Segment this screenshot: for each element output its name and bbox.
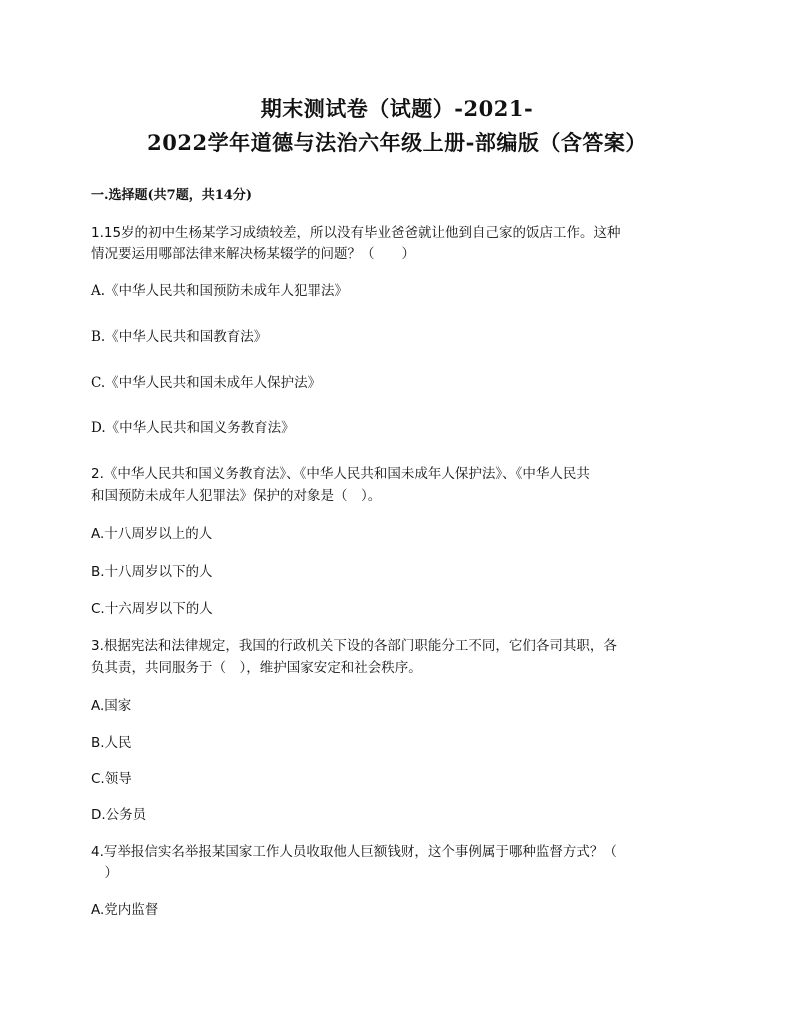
- question-2-option-a: A.十八周岁以上的人: [91, 526, 213, 542]
- document-title-line-1: 期末测试卷（试题）-2021-: [260, 96, 534, 121]
- question-2-text-line-2: 和国预防未成年人犯罪法》保护的对象是（ ）。: [91, 488, 382, 504]
- question-3-option-a: A.国家: [91, 698, 132, 714]
- question-1-option-d: D.《中华人民共和国义务教育法》: [91, 420, 295, 436]
- question-3-text-line-1: 3.根据宪法和法律规定，我国的行政机关下设的各部门职能分工不同，它们各司其职，各: [91, 638, 617, 654]
- question-4-option-a: A.党内监督: [91, 902, 159, 918]
- question-3-option-b: B.人民: [91, 735, 132, 751]
- question-1-option-b: B.《中华人民共和国教育法》: [91, 329, 268, 345]
- question-3-option-d: D.公务员: [91, 807, 147, 823]
- question-1-option-a: A.《中华人民共和国预防未成年人犯罪法》: [91, 283, 349, 299]
- question-1-text-line-2: 情况要运用哪部法律来解决杨某辍学的问题？（ ）: [91, 246, 415, 262]
- question-2-option-c: C.十六周岁以下的人: [91, 601, 213, 617]
- question-1-option-c: C.《中华人民共和国未成年人保护法》: [91, 375, 322, 391]
- question-2-option-b: B.十八周岁以下的人: [91, 564, 213, 580]
- question-3-text-line-2: 负其责，共同服务于（ ），维护国家安定和社会秩序。: [91, 660, 422, 676]
- document-title-line-2: 2022学年道德与法治六年级上册-部编版（含答案）: [147, 130, 647, 155]
- question-2-text-line-1: 2.《中华人民共和国义务教育法》、《中华人民共和国未成年人保护法》、《中华人民共: [91, 466, 590, 482]
- question-3-option-c: C.领导: [91, 771, 132, 787]
- section-heading: 一.选择题(共7题，共14分): [91, 188, 252, 203]
- question-4-text-line-1: 4.写举报信实名举报某国家工作人员收取他人巨额钱财，这个事例属于哪种监督方式？（: [91, 844, 617, 860]
- question-1-text-line-1: 1.15岁的初中生杨某学习成绩较差，所以没有毕业爸爸就让他到自己家的饭店工作。这种: [91, 225, 621, 241]
- question-4-text-line-2: ）: [91, 865, 118, 881]
